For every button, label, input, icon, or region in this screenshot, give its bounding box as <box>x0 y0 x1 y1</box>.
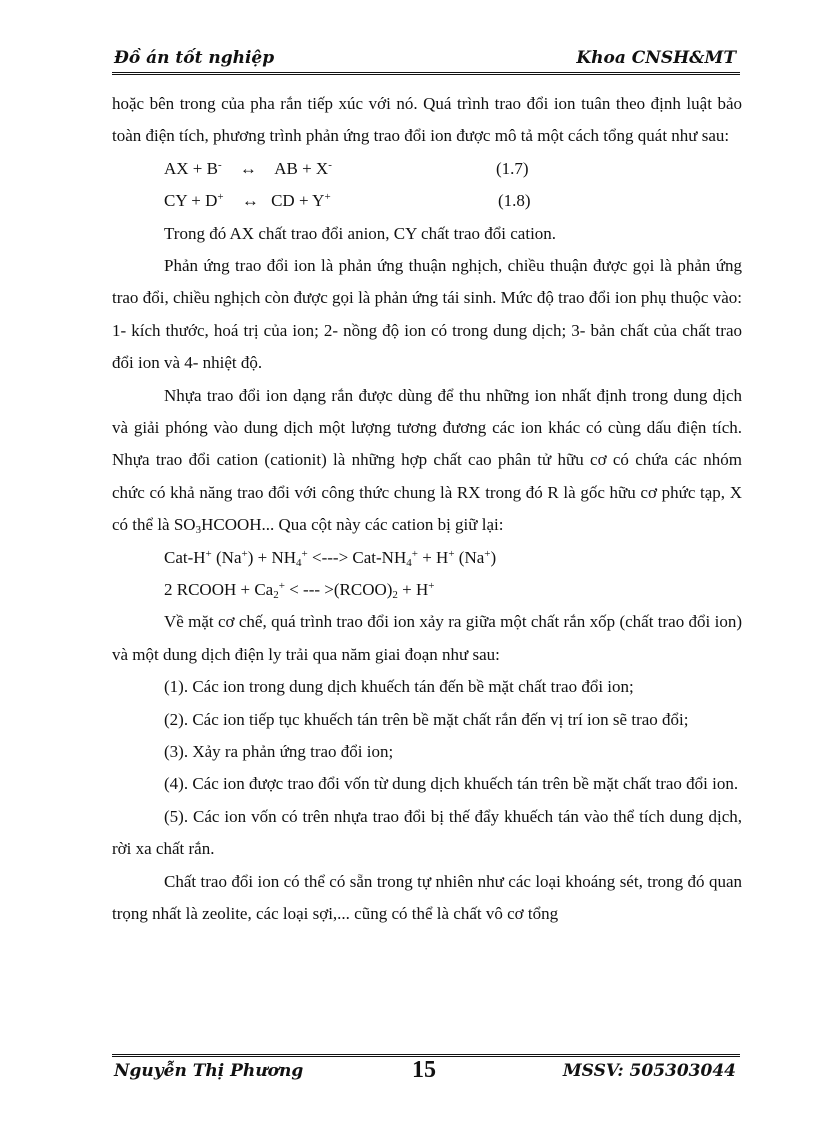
eq1-rhs-charge: - <box>328 158 332 171</box>
paragraph-definition: Trong đó AX chất trao đổi anion, CY chất trao đổi cation. <box>164 223 557 243</box>
reaction-calcium: 2 RCOOH + $Ca_2^+$ < --- $>(RCOO)_2 + H^+$ <box>164 580 435 602</box>
body-text <box>112 88 742 931</box>
equation-1-7 <box>164 153 742 185</box>
eq2-rhs: CD + Y <box>271 191 325 211</box>
step-4: (4). Các ion được trao đổi vốn từ dung dịch khuếch tán trên bề mặt chất trao đổi ion. <box>164 774 739 794</box>
paragraph-resin: Nhựa trao đổi ion dạng rắn được dùng để thu những ion nhất định trong dung dịch và giải phóng vào dung dịch một lượng tương đương các ion khác có cùng dấu điện tích. Nhựa trao đổi cation (cationit) là những hợp chất cao phân tử hữu cơ có chứa các nhóm chức có khả năng trao đổi với công thức chung là RX trong đó R là gốc hữu cơ phức tạp, X có thể là $SO_3HCOOH$... Qua cột này các cation bị giữ lại: <box>112 385 742 537</box>
reaction-cation-exchange: Cat-H+ $(Na^+) + NH_4^+$ <---> Cat-$NH_4^+ + H^+$ (Na+) <box>164 547 497 569</box>
eq1-arrow: ↔ <box>239 158 257 178</box>
eq1-lhs-charge: - <box>217 158 222 171</box>
paragraph-intro: hoặc bên trong của pha rắn tiếp xúc với nó. Quá trình trao đổi ion tuân theo định luật bảo toàn điện tích, phương trình phản ứng trao đổi ion được mô tả một cách tổng quát như sau: <box>112 94 742 146</box>
eq2-lhs-charge: + <box>217 191 224 204</box>
page-header <box>112 44 740 75</box>
footer-student-id: MSSV: 505303044 <box>562 1061 736 1081</box>
page-number: 15 <box>412 1057 436 1083</box>
step-2: (2). Các ion tiếp tục khuếch tán trên bề mặt chất rắn đến vị trí ion sẽ trao đổi; <box>164 709 689 729</box>
step-5: (5). Các ion vốn có trên nhựa trao đổi bị thế đẩy khuếch tán vào thể tích dung dịch, rời xa chất rắn. <box>112 806 742 859</box>
footer-author: Nguyễn Thị Phương <box>114 1061 304 1081</box>
header-thesis-title: Đồ án tốt nghiệp <box>114 48 275 68</box>
step-3: (3). Xảy ra phản ứng trao đổi ion; <box>164 742 394 762</box>
eq2-lhs: CY + D <box>164 191 218 211</box>
header-faculty: Khoa CNSH&MT <box>576 48 736 68</box>
eq1-rhs: AB + X <box>274 158 329 178</box>
paragraph-reversible: Phản ứng trao đổi ion là phản ứng thuận nghịch, chiều thuận được gọi là phản ứng trao đổi, chiều nghịch còn được gọi là phản ứng tái sinh. Mức độ trao đổi ion phụ thuộc vào: 1- kích thước, hoá trị của ion; 2- nồng độ ion có trong dung dịch; 3- bản chất của chất trao đổi ion và 4- nhiệt độ. <box>112 256 742 373</box>
eq1-lhs: AX + B <box>164 158 218 178</box>
eq2-arrow: ↔ <box>241 191 259 211</box>
equation-1-8 <box>164 185 742 217</box>
eq2-number: (1.8) <box>498 191 531 211</box>
paragraph-mechanism: Về mặt cơ chế, quá trình trao đổi ion xảy ra giữa một chất rắn xốp (chất trao đổi ion) và một dung dịch điện ly trải qua năm giai đoạn như sau: <box>112 612 742 664</box>
page-footer <box>112 1054 740 1083</box>
eq1-number: (1.7) <box>496 158 529 178</box>
paragraph-natural-exchangers: Chất trao đổi ion có thể có sẵn trong tự nhiên như các loại khoáng sét, trong đó quan trọng nhất là zeolite, các loại sợi,... cũng có thể là chất vô cơ tổng <box>112 871 742 924</box>
step-1: (1). Các ion trong dung dịch khuếch tán đến bề mặt chất trao đổi ion; <box>164 677 634 697</box>
eq2-rhs-charge: + <box>324 191 331 204</box>
